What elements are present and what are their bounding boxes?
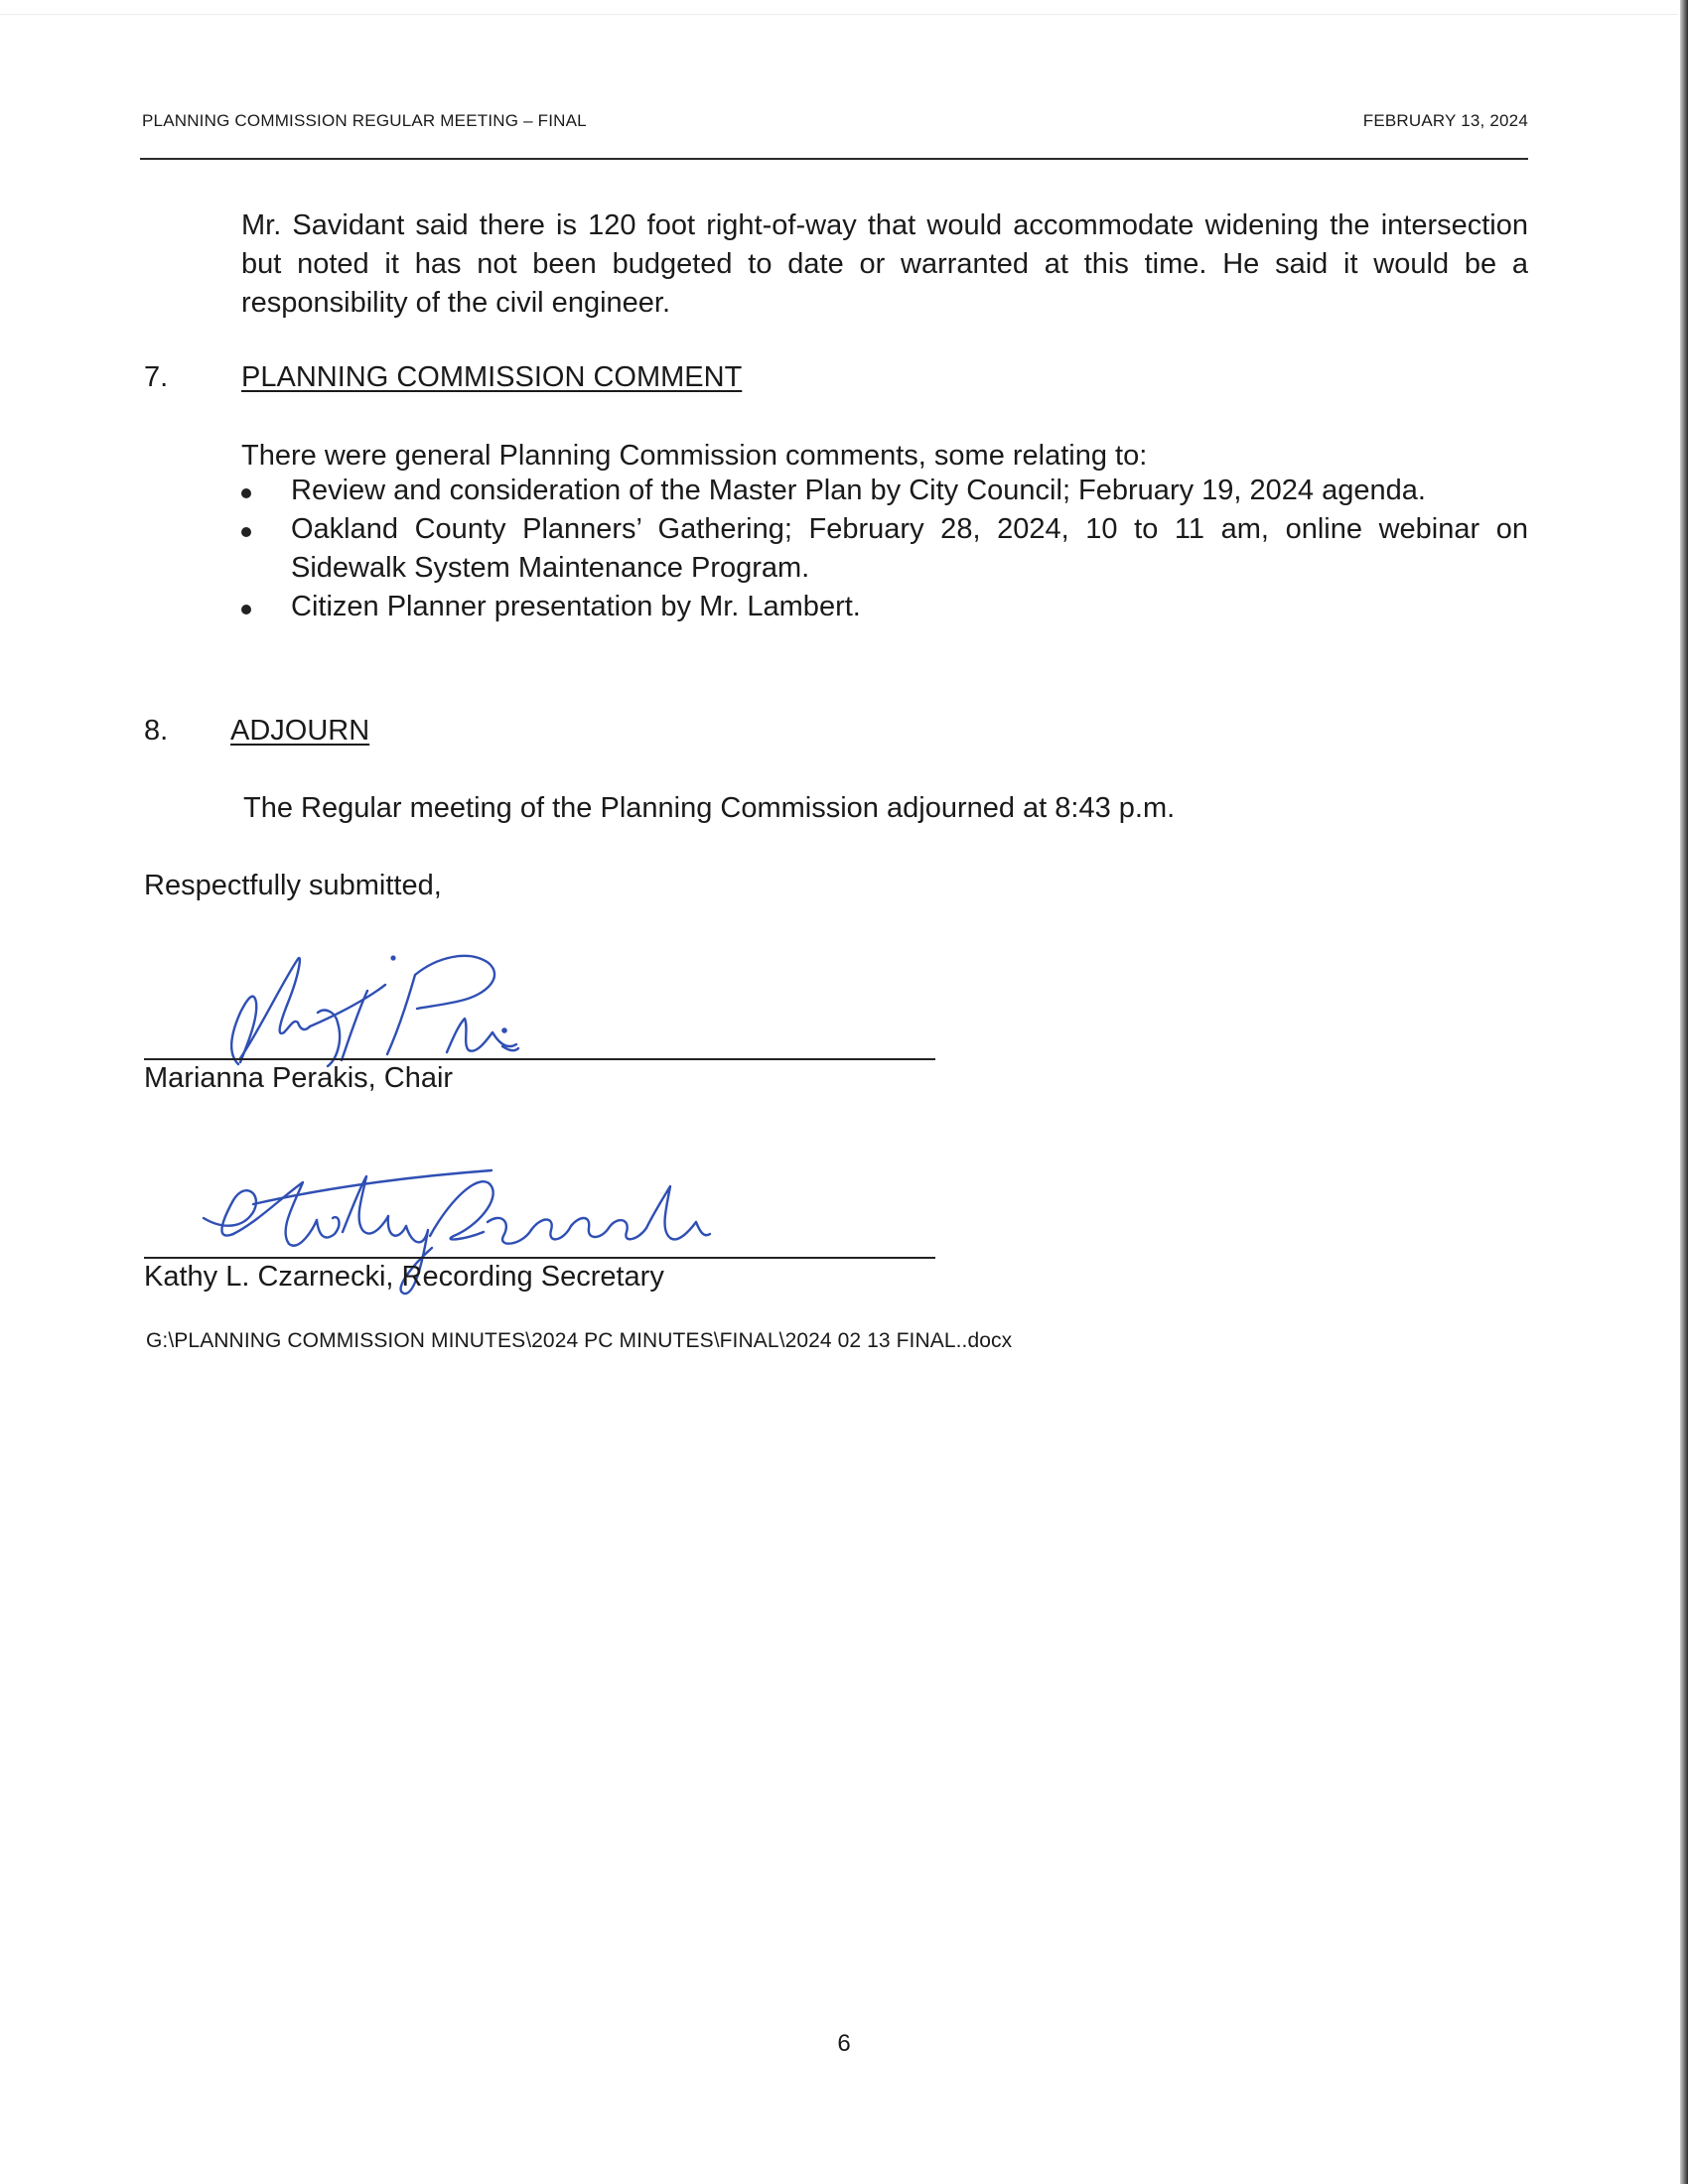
bullet-icon bbox=[241, 605, 251, 614]
scan-top-edge bbox=[0, 14, 1678, 15]
secretary-name: Kathy L. Czarnecki, Recording Secretary bbox=[144, 1261, 664, 1293]
list-item-text: Oakland County Planners’ Gathering; February 28, 2024, 10 to 11 am, online webinar on Sidewalk System Maintenance Program. bbox=[291, 513, 1528, 584]
chair-signature bbox=[218, 943, 576, 1072]
header-title: PLANNING COMMISSION REGULAR MEETING – FINAL bbox=[142, 111, 587, 130]
chair-signature-line bbox=[144, 1058, 935, 1060]
comment-list bbox=[241, 472, 1528, 626]
scan-right-edge bbox=[1680, 0, 1688, 2184]
intro-paragraph: Mr. Savidant said there is 120 foot right-of-way that would accommodate widening the intersection but noted it has not been budgeted to date or warranted at this time. He said it would be a responsibility of the civil engineer. bbox=[241, 209, 1528, 319]
closing-text: Respectfully submitted, bbox=[144, 870, 442, 901]
page-header bbox=[142, 111, 1528, 139]
list-item bbox=[241, 588, 1528, 626]
section-7-title: PLANNING COMMISSION COMMENT bbox=[241, 361, 743, 393]
list-item bbox=[241, 472, 1528, 510]
list-item-text: Citizen Planner presentation by Mr. Lambert. bbox=[291, 591, 861, 622]
bullet-icon bbox=[241, 488, 251, 498]
header-date: FEBRUARY 13, 2024 bbox=[1362, 111, 1528, 130]
header-divider bbox=[140, 158, 1528, 160]
section-7-number: 7. bbox=[144, 361, 169, 393]
chair-name: Marianna Perakis, Chair bbox=[144, 1062, 454, 1094]
section-8-text: The Regular meeting of the Planning Commission adjourned at 8:43 p.m. bbox=[243, 792, 1176, 824]
bullet-icon bbox=[241, 527, 251, 537]
secretary-signature-line bbox=[144, 1257, 935, 1259]
list-item-text: Review and consideration of the Master Plan by City Council; February 19, 2024 agenda. bbox=[291, 475, 1426, 506]
page-number: 6 bbox=[837, 2030, 851, 2057]
list-item bbox=[241, 510, 1528, 588]
section-8-title: ADJOURN bbox=[230, 715, 370, 747]
file-path: G:\PLANNING COMMISSION MINUTES\2024 PC MINUTES\FINAL\2024 02 13 FINAL..docx bbox=[146, 1329, 1013, 1352]
section-8-number: 8. bbox=[144, 715, 169, 747]
section-7-intro: There were general Planning Commission comments, some relating to: bbox=[241, 440, 1148, 472]
